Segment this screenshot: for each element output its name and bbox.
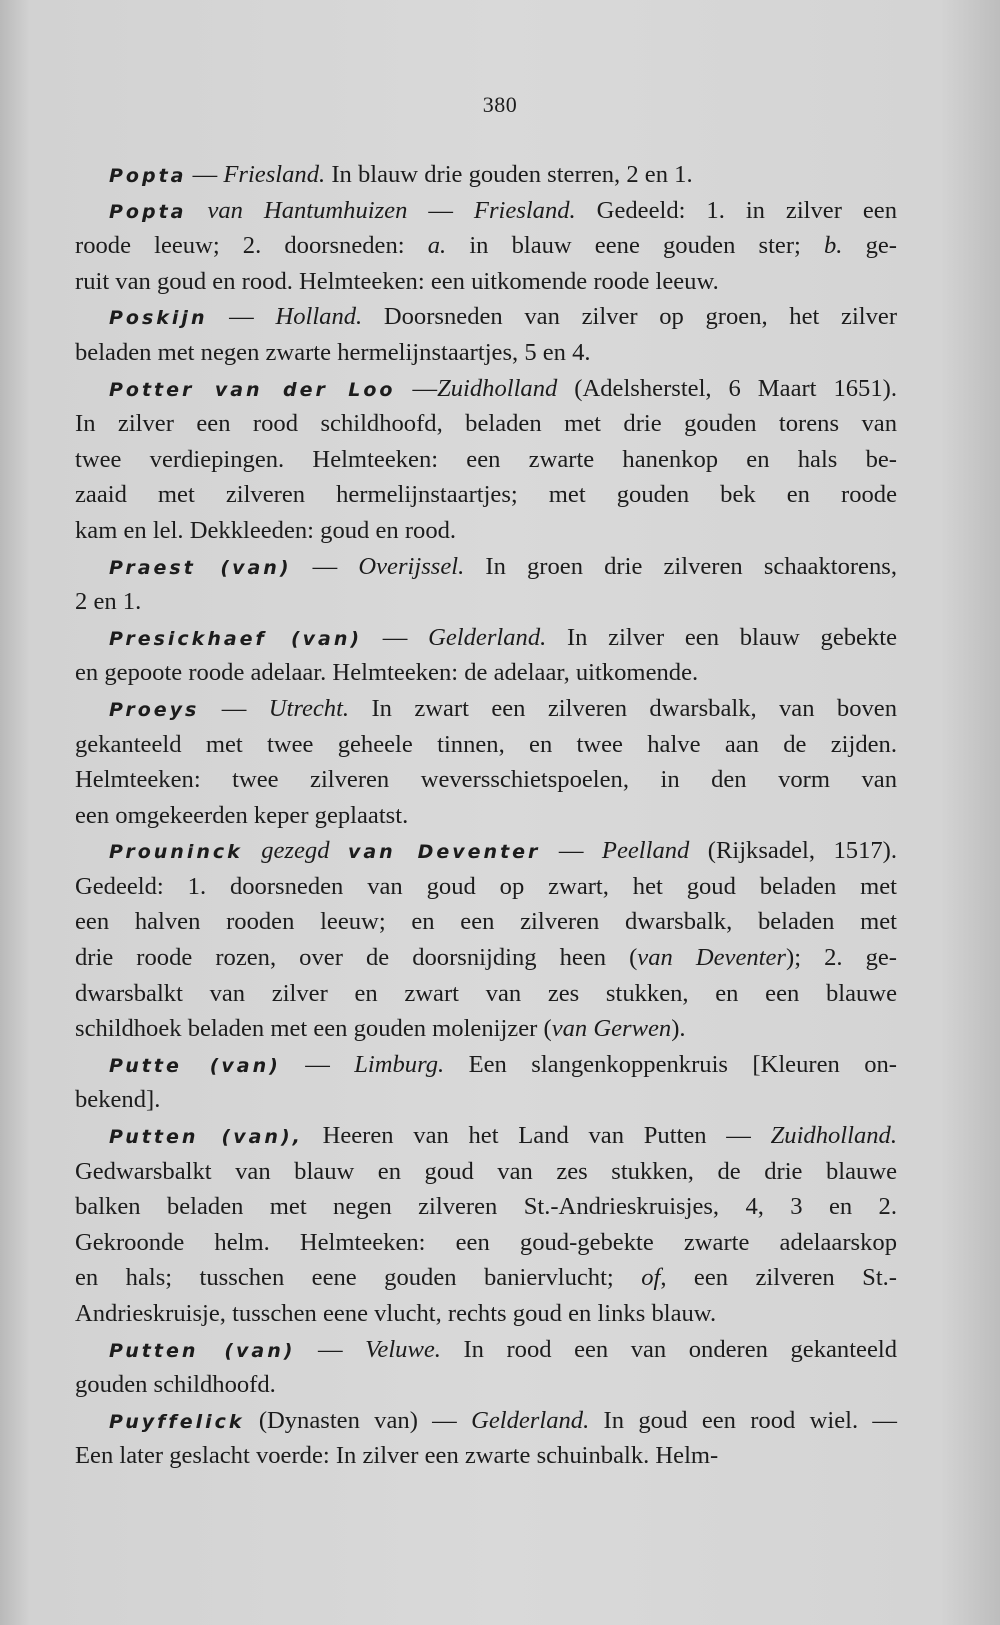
text-run: Gekroonde helm. Helmteeken: een goud-gebekte zwarte adelaarskop [75,1228,897,1256]
entry [75,193,897,300]
italic-text: Friesland. [473,196,576,224]
text-run: (Dynasten van) — [244,1406,472,1434]
text-run: — [280,1050,355,1078]
entry-line [75,584,897,620]
entry-line [75,406,897,442]
text-run: — [362,623,429,651]
entry-first-line [75,1403,897,1439]
entry-first-line [75,157,897,193]
italic-text: gezegd [261,837,330,865]
entry-line [75,727,897,763]
text-run: In blauw drie gouden sterren, 2 en 1. [325,161,693,188]
entry [75,1332,897,1403]
italic-text: van Hantumhuizen [207,196,408,224]
entry-name: Prouninck [109,841,243,864]
entry-line [75,1189,897,1225]
italic-text: of [641,1264,661,1292]
text-run: roode leeuw; 2. doorsneden: [75,232,428,260]
text-run: Gedwarsbalkt van blauw en goud van zes stukken, de drie blauwe [75,1157,897,1185]
entry-line [75,1296,897,1332]
italic-text: a. [427,232,447,260]
text-run: — [199,694,269,722]
text-run: In rood een van onderen gekanteeld [440,1335,898,1363]
text-run: Een later geslacht voerde: In zilver een zwarte schuinbalk. Helm- [75,1442,719,1470]
text-run: Gedeeld: 1. in zilver een [575,196,897,224]
entry-name: Puyffelick [109,1410,245,1433]
entry [75,833,897,1047]
entry-line [75,762,897,798]
page-number: 380 [482,92,518,117]
text-run: — [407,196,474,224]
entry [75,1118,897,1332]
entry-first-line [75,1332,897,1368]
text-run: schildhoek beladen met een gouden molenijzer ( [75,1015,552,1043]
text-run: Heeren van het Land van Putten — [302,1122,771,1150]
entry [75,620,897,691]
text-run: en gepoote roode adelaar. Helmteeken: de adelaar, uitkomende. [75,659,699,687]
entry-name: Praest (van) [109,556,292,579]
italic-text: b. [824,232,843,260]
entry-name: Popta [109,165,187,187]
entry-line [75,1225,897,1261]
text-run: ge- [842,232,897,260]
entry-line [75,1260,897,1296]
entry-first-line [75,833,897,869]
entry-name: Poskijn [109,307,208,330]
text-run: Andrieskruisje, tusschen eene vlucht, rechts goud en links blauw. [75,1300,717,1327]
entry-line [75,1154,897,1190]
text-run: 2 en 1. [75,588,142,616]
text-run: — [207,303,276,331]
text-run: In groen drie zilveren schaaktorens, [464,552,897,580]
text-run: in blauw eene gouden ster; [446,232,824,260]
entry [75,1047,897,1118]
text-run: een halven rooden leeuw; en een zilveren dwarsbalk, beladen met [75,908,897,936]
italic-text: Limburg. [354,1050,445,1078]
text-run: In zilver een rood schildhoofd, beladen met drie gouden torens van [75,410,897,438]
entry-line [75,228,897,264]
entry-line [75,1011,897,1047]
entry-line [75,335,897,371]
entry-line [75,798,897,834]
italic-text: Zuidholland. [770,1122,897,1150]
entry-name: Proeys [109,698,200,721]
italic-text: Utrecht. [268,694,350,722]
entry [75,371,897,549]
text-run: Helmteeken: twee zilveren weversschietspoelen, in den vorm van [75,766,897,794]
entry [75,299,897,370]
text-run: Doorsneden van zilver op groen, het zilver [362,303,898,331]
text-run: beladen met negen zwarte hermelijnstaartjes, 5 en 4. [75,338,591,366]
entry-line [75,513,897,549]
entry-line [75,264,897,300]
text-run [186,197,207,224]
text-run: zaaid met zilveren hermelijnstaartjes; met gouden bek en roode [75,481,897,509]
entry-name: Putten (van), [109,1126,303,1149]
entry-line [75,869,897,905]
text-run: (Rijksadel, 1517). [689,837,898,865]
entry-first-line [75,549,897,585]
text-run: (Adelsherstel, 6 Maart 1651). [557,374,897,402]
text-run: een omgekeerden keper geplaatst. [75,801,409,829]
text-run: twee verdiepingen. Helmteeken: een zwarte hanenkop en hals be- [75,445,897,473]
text-run: ruit van goud en rood. Helmteeken: een uitkomende roode leeuw. [75,267,719,295]
italic-text: Holland. [275,303,363,331]
entry-first-line [75,1118,897,1154]
entry-line [75,1438,897,1474]
text-run: — [295,1335,366,1363]
italic-text: van Deventer [637,944,786,972]
page-body-text [75,157,897,1474]
text-run: en hals; tusschen eene gouden baniervlucht; [75,1264,642,1292]
entry [75,157,897,193]
entry-first-line [75,1047,897,1083]
text-run: balken beladen met negen zilveren St.-Andrieskruisjes, 4, 3 en 2. [75,1193,897,1221]
entry-line [75,1367,897,1403]
entry-line [75,655,897,691]
italic-text: Gelderland. [471,1406,590,1434]
italic-text: Gelderland. [428,623,547,651]
text-run: ); 2. ge- [786,944,897,972]
text-run: kam en lel. Dekkleeden: goud en rood. [75,516,457,544]
text-run: , een zilveren St.- [660,1264,897,1292]
entry-first-line [75,691,897,727]
italic-text: Zuidholland [437,374,558,402]
entry-name: van Deventer [347,841,541,864]
text-run: ). [671,1015,686,1043]
entry-name: Potter van der Loo [109,378,396,401]
text-run: — [540,837,602,865]
text-run: bekend]. [75,1086,161,1114]
text-run: drie roode rozen, over de doorsnijding heen ( [75,944,638,972]
italic-text: van Gerwen [551,1015,672,1043]
entry-first-line [75,371,897,407]
text-run: — [291,552,359,580]
text-run: In goud een rood wiel. — [589,1406,897,1434]
entry [75,691,897,833]
italic-text: Veluwe. [365,1335,441,1363]
text-run [330,837,348,864]
entry [75,549,897,620]
entry-name: Putten (van) [109,1339,296,1362]
entry-line [75,477,897,513]
text-run: Gedeeld: 1. doorsneden van goud op zwart, het goud beladen met [75,872,897,900]
italic-text: Friesland. [223,161,326,188]
entry-name: Presickhaef (van) [109,627,363,650]
text-run: gouden schildhoofd. [75,1371,276,1399]
text-run [243,837,261,864]
entry-line [75,904,897,940]
entry-first-line [75,193,897,229]
text-run: In zilver een blauw gebekte [546,623,897,651]
entry-line [75,442,897,478]
entry-name: Popta [109,200,187,223]
text-run: Een slangenkoppenkruis [Kleuren on- [444,1050,897,1078]
text-run: dwarsbalkt van zilver en zwart van zes stukken, en een blauwe [75,979,897,1007]
text-run: gekanteeld met twee geheele tinnen, en twee halve aan de zijden. [75,730,897,758]
text-run: In zwart een zilveren dwarsbalk, van boven [349,694,898,722]
entry-line [75,940,897,976]
text-run: — [395,374,438,402]
entry-first-line [75,620,897,656]
text-run: — [186,161,224,188]
entry-line [75,1082,897,1118]
entry [75,1403,897,1474]
entry-line [75,976,897,1012]
entry-name: Putte (van) [109,1054,281,1077]
entry-first-line [75,299,897,335]
italic-text: Overijssel. [358,552,465,580]
italic-text: Peelland [601,837,690,865]
